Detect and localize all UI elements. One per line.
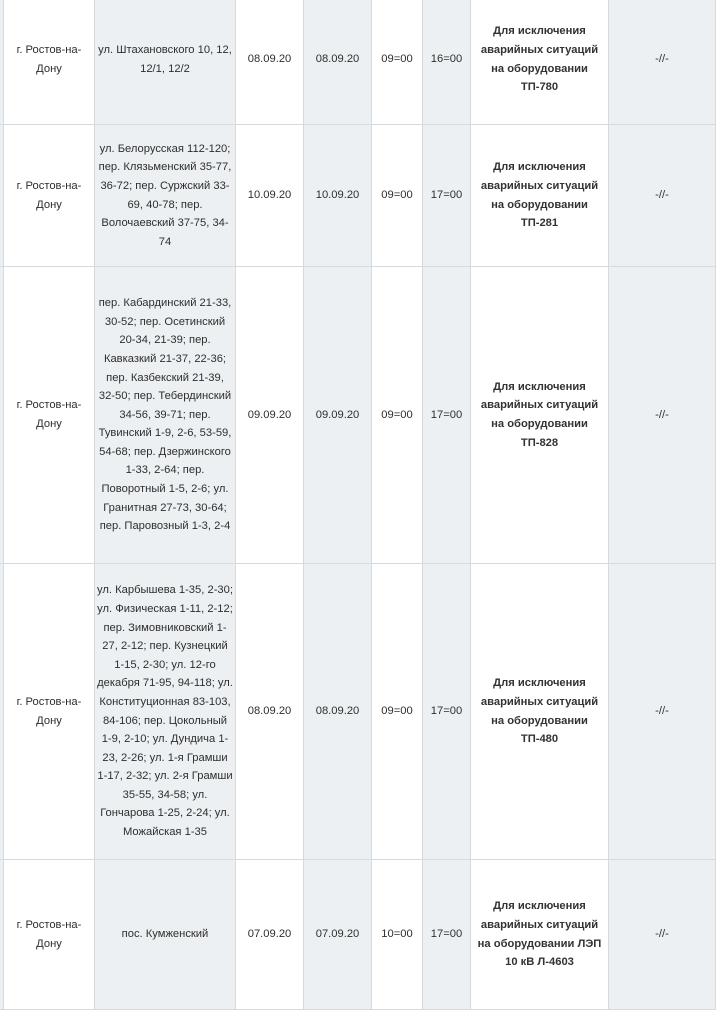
start-time-cell: 09=00 (372, 0, 423, 125)
table-row (0, 564, 716, 860)
end-time-cell: 17=00 (423, 860, 471, 1010)
end-time-cell: 16=00 (423, 0, 471, 125)
city-cell: г. Ростов-на-Дону (4, 267, 95, 564)
city-cell: г. Ростов-на-Дону (4, 564, 95, 860)
city-cell: г. Ростов-на-Дону (4, 0, 95, 125)
table-row (0, 0, 716, 125)
table-row (0, 860, 716, 1010)
note-cell: -//- (609, 860, 716, 1010)
start-time-cell: 09=00 (372, 267, 423, 564)
city-cell: г. Ростов-на-Дону (4, 860, 95, 1010)
end-date-cell: 07.09.20 (304, 860, 372, 1010)
table-row (0, 267, 716, 564)
city-cell: г. Ростов-на-Дону (4, 125, 95, 267)
start-time-cell: 09=00 (372, 125, 423, 267)
address-cell: ул. Карбышева 1-35, 2-30; ул. Физическая 1-11, 2-12; пер. Зимовниковский 1-27, 2-12; пер. Кузнецкий 1-15, 2-30; ул. 12-го декабря 71-95, 94-118; ул. Конституционная 83-103, 84-106; пер. Цокольный 1-9, 2-10; ул. Дундича 1-23, 2-26; ул. 1-я Грамши 1-17, 2-32; ул. 2-я Грамши 35-55, 34-58; ул. Гончарова 1-25, 2-24; ул. Можайская 1-35 (95, 564, 236, 860)
reason-cell: Для исключения аварийных ситуаций на оборудовании ТП-780 (471, 0, 609, 125)
reason-cell: Для исключения аварийных ситуаций на оборудовании ТП-828 (471, 267, 609, 564)
end-date-cell: 08.09.20 (304, 0, 372, 125)
end-date-cell: 08.09.20 (304, 564, 372, 860)
end-time-cell: 17=00 (423, 267, 471, 564)
note-cell: -//- (609, 267, 716, 564)
start-date-cell: 07.09.20 (236, 860, 304, 1010)
note-cell: -//- (609, 0, 716, 125)
note-cell: -//- (609, 564, 716, 860)
reason-cell: Для исключения аварийных ситуаций на оборудовании ТП-480 (471, 564, 609, 860)
start-date-cell: 08.09.20 (236, 0, 304, 125)
start-date-cell: 08.09.20 (236, 564, 304, 860)
end-time-cell: 17=00 (423, 125, 471, 267)
table-row (0, 125, 716, 267)
reason-cell: Для исключения аварийных ситуаций на оборудовании ЛЭП 10 кВ Л-4603 (471, 860, 609, 1010)
address-cell: пос. Кумженский (95, 860, 236, 1010)
address-cell: ул. Белорусская 112-120; пер. Клязьменский 35-77, 36-72; пер. Суржский 33-69, 40-78; пер. Волочаевский 37-75, 34-74 (95, 125, 236, 267)
end-date-cell: 10.09.20 (304, 125, 372, 267)
address-cell: ул. Штахановского 10, 12, 12/1, 12/2 (95, 0, 236, 125)
start-time-cell: 09=00 (372, 564, 423, 860)
note-cell: -//- (609, 125, 716, 267)
start-date-cell: 09.09.20 (236, 267, 304, 564)
address-cell: пер. Кабардинский 21-33, 30-52; пер. Осетинский 20-34, 21-39; пер. Кавказкий 21-37, 22-36; пер. Казбекский 21-39, 32-50; пер. Тебердинский 34-56, 39-71; пер. Тувинский 1-9, 2-6, 53-59, 54-68; пер. Дзержинского 1-33, 2-64; пер. Поворотный 1-5, 2-6; ул. Гранитная 27-73, 30-64; пер. Паровозный 1-3, 2-4 (95, 267, 236, 564)
end-date-cell: 09.09.20 (304, 267, 372, 564)
start-date-cell: 10.09.20 (236, 125, 304, 267)
end-time-cell: 17=00 (423, 564, 471, 860)
start-time-cell: 10=00 (372, 860, 423, 1010)
reason-cell: Для исключения аварийных ситуаций на оборудовании ТП-281 (471, 125, 609, 267)
